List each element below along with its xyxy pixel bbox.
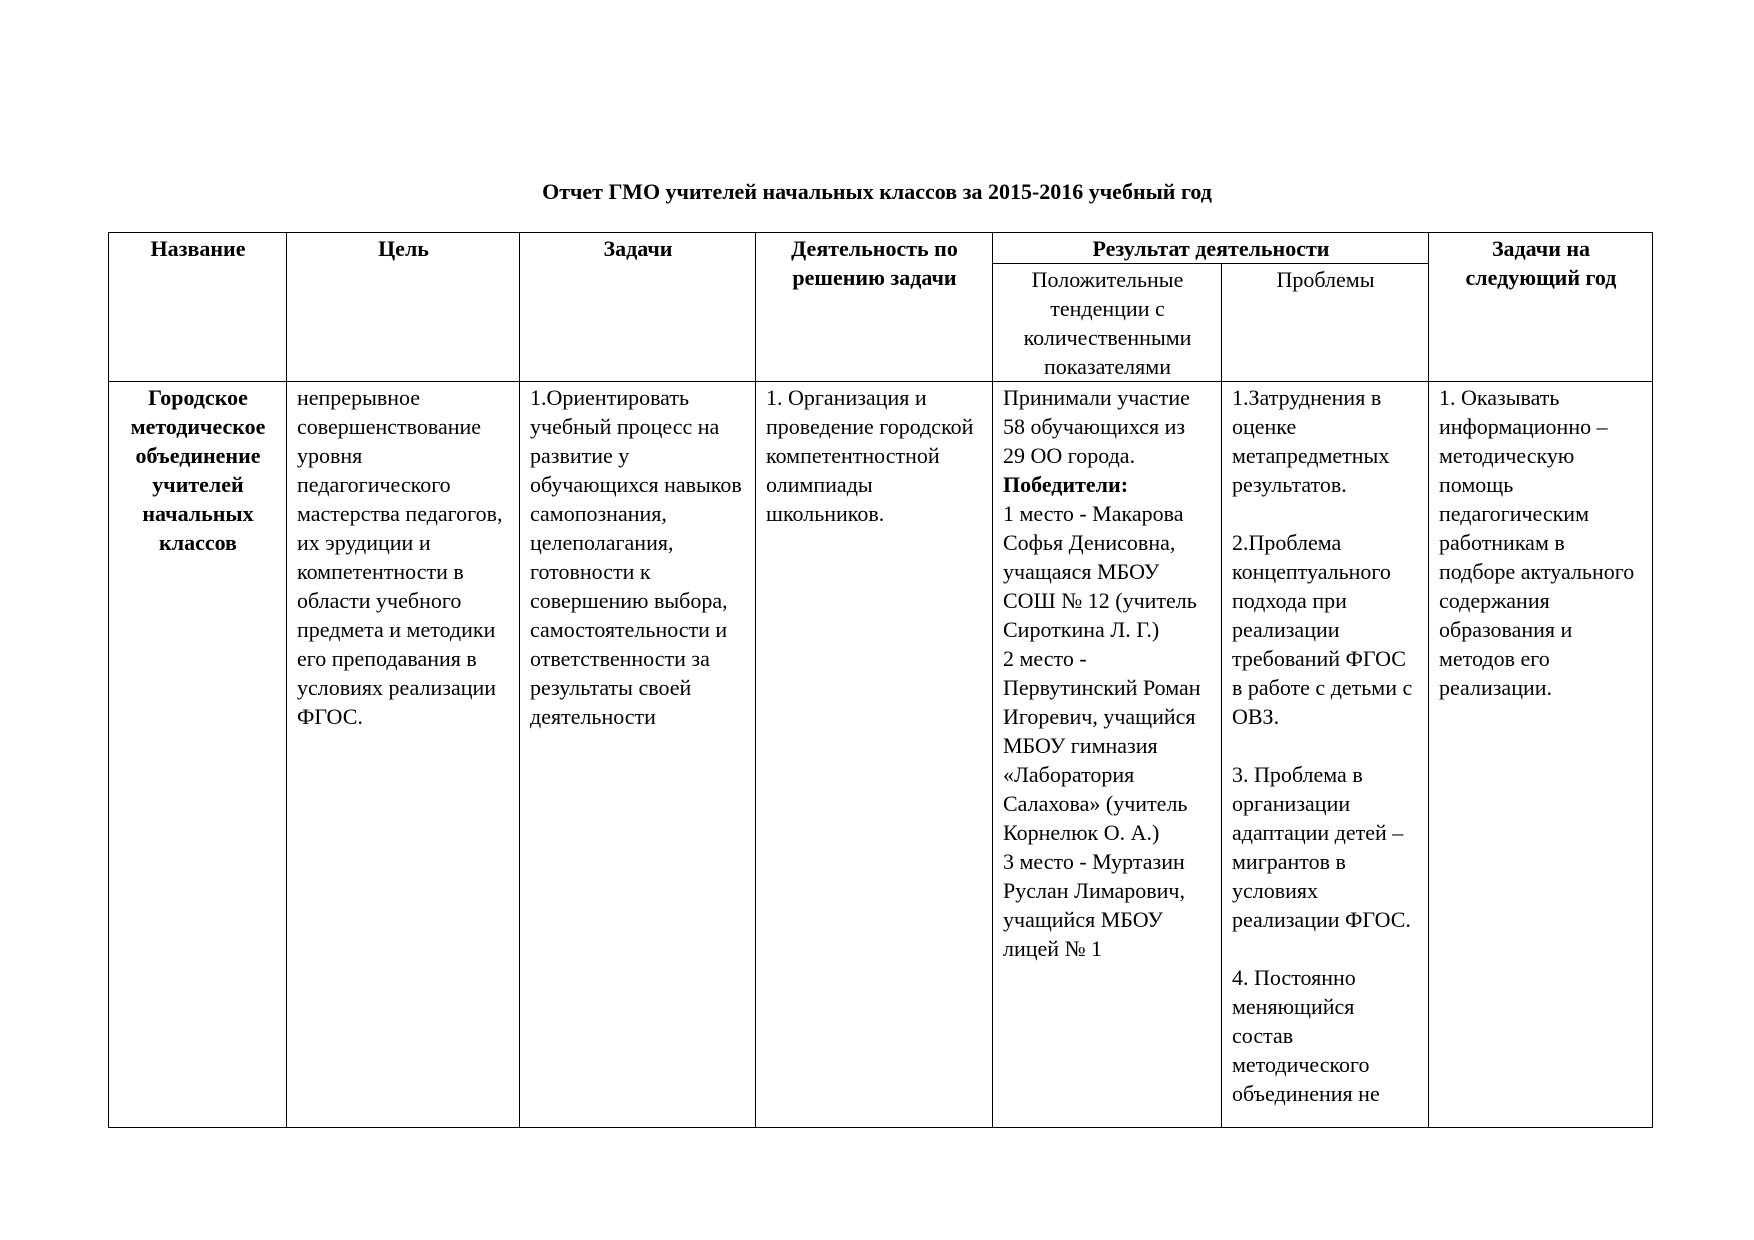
report-table bbox=[108, 232, 1653, 1128]
cell-goal: непрерывное совершенствование уровня педагогического мастерства педагогов, их эрудиции и компетентности в области учебного предмета и методики его преподавания в условиях реализации ФГОС. bbox=[287, 382, 520, 1128]
cell-problems bbox=[1222, 382, 1429, 1128]
page-title: Отчет ГМО учителей начальных классов за 2015-2016 учебный год bbox=[542, 179, 1212, 204]
table-row bbox=[109, 382, 1653, 1128]
cell-tasks: 1.Ориентировать учебный процесс на развитие у обучающихся навыков самопознания, целеполагания, готовности к совершению выбора, самостоятельности и ответственности за результаты своей деятельности bbox=[520, 382, 756, 1128]
cell-next-tasks: 1. Оказывать информационно – методическую помощь педагогическим работникам в подборе актуального содержания образования и методов его реализации. bbox=[1429, 382, 1653, 1128]
cell-activity: 1. Организация и проведение городской компетентностной олимпиады школьников. bbox=[756, 382, 993, 1128]
header-name: Название bbox=[109, 233, 287, 382]
header-result-positive: Положительные тенденции с количественными показателями bbox=[993, 264, 1222, 382]
winners-label: Победители: bbox=[1003, 472, 1129, 497]
problem-item: 2.Проблема концептуального подхода при реализации требований ФГОС в работе с детьми с ОВЗ. bbox=[1232, 530, 1413, 729]
problem-item: 4. Постоянно меняющийся состав методического объединения не bbox=[1232, 965, 1380, 1106]
header-result-problems: Проблемы bbox=[1222, 264, 1429, 382]
winner-place-2: 2 место - Первутинский Роман Игоревич, учащийся МБОУ гимназия «Лаборатория Салахова» (учитель Корнелюк О. А.) bbox=[1003, 646, 1201, 845]
winner-place-1: 1 место - Макарова Софья Денисовна, учащаяся МБОУ СОШ № 12 (учитель Сироткина Л. Г.) bbox=[1003, 501, 1197, 642]
cell-positive bbox=[993, 382, 1222, 1128]
positive-intro: Принимали участие 58 обучающихся из 29 ОО города. bbox=[1003, 385, 1190, 468]
header-row bbox=[109, 233, 1653, 264]
winner-place-3: 3 место - Муртазин Руслан Лимарович, учащийся МБОУ лицей № 1 bbox=[1003, 849, 1185, 961]
cell-name: Городское методическое объединение учителей начальных классов bbox=[109, 382, 287, 1128]
header-result: Результат деятельности bbox=[993, 233, 1429, 264]
problem-item: 3. Проблема в организации адаптации детей – мигрантов в условиях реализации ФГОС. bbox=[1232, 762, 1411, 932]
header-next-tasks: Задачи на следующий год bbox=[1429, 233, 1653, 382]
header-activity: Деятельность по решению задачи bbox=[756, 233, 993, 382]
header-tasks: Задачи bbox=[520, 233, 756, 382]
header-goal: Цель bbox=[287, 233, 520, 382]
problem-item: 1.Затруднения в оценке метапредметных результатов. bbox=[1232, 385, 1390, 497]
